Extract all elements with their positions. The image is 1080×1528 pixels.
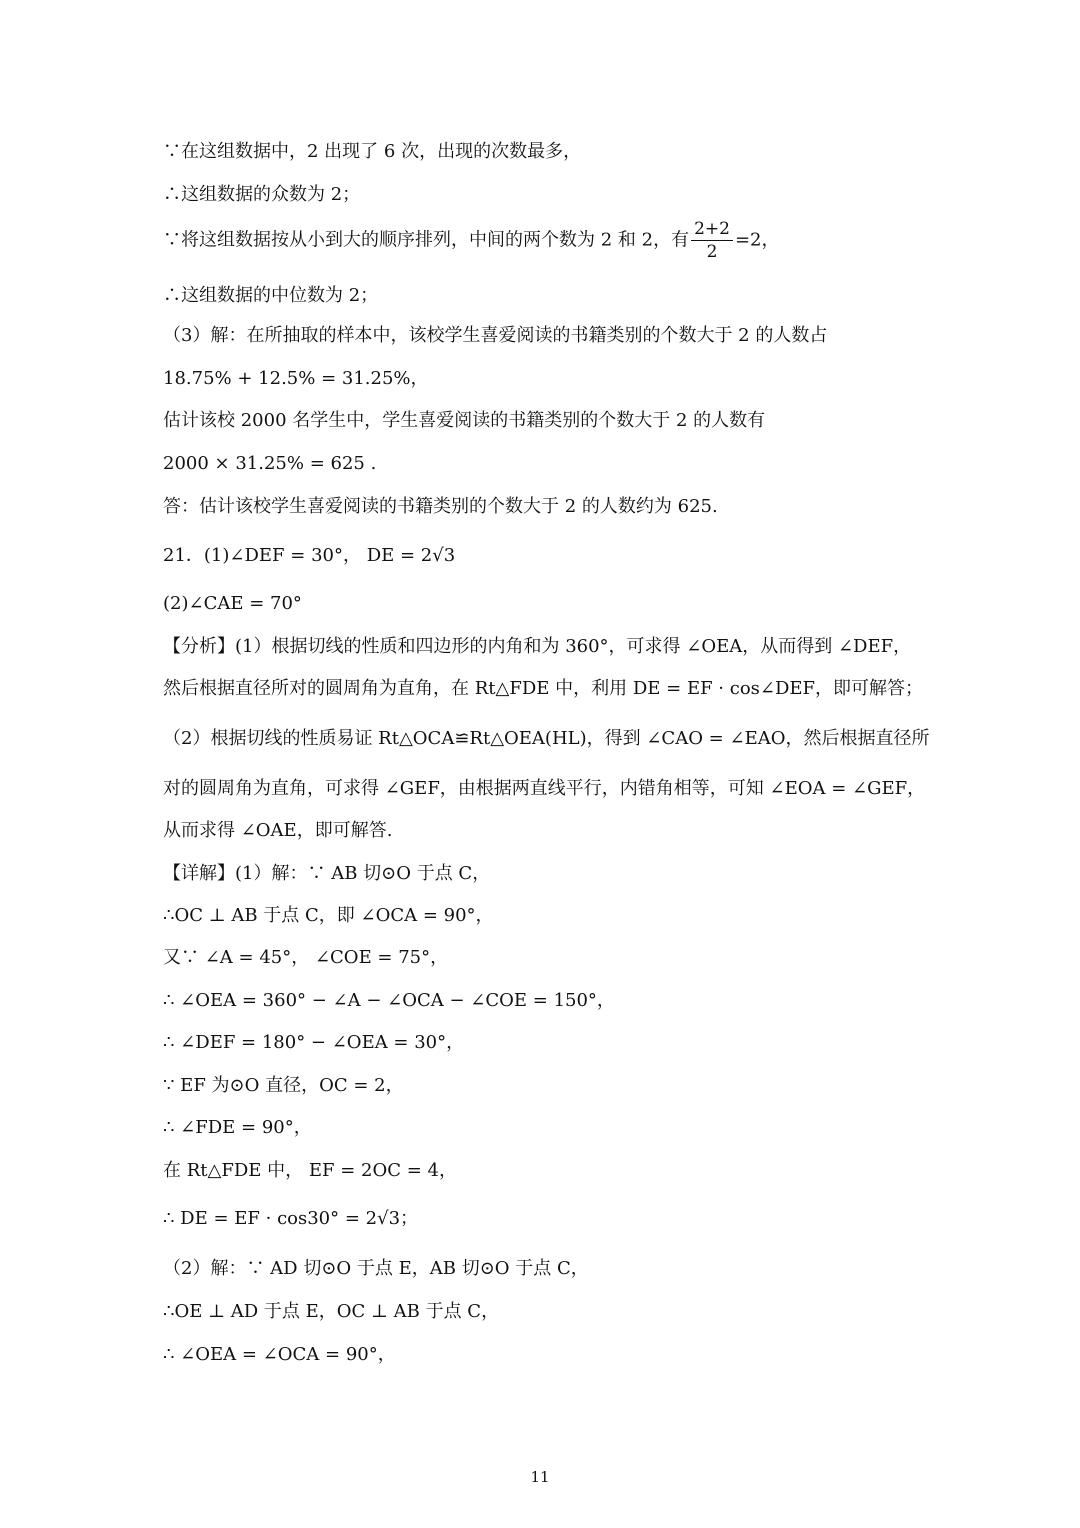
text-line: ∵ EF 为⊙O 直径，OC = 2， bbox=[163, 1075, 404, 1096]
fraction-denominator: 2 bbox=[706, 242, 718, 262]
text-line: 从而求得 ∠OAE，即可解答. bbox=[163, 820, 393, 841]
text-line: 对的圆周角为直角，可求得 ∠GEF，由根据两直线平行，内错角相等，可知 ∠EOA = ∠GEF， bbox=[163, 778, 926, 799]
text-line: ∴ DE = EF · cos30° = 2√3； bbox=[163, 1208, 419, 1229]
text-line: 18.75% + 12.5% = 31.25%， bbox=[163, 368, 429, 389]
text-line: （2）根据切线的性质易证 Rt△OCA≌Rt△OEA(HL)，得到 ∠CAO = ∠EAO，然后根据直径所 bbox=[163, 728, 930, 749]
text-line: 在 Rt△FDE 中， EF = 2OC = 4， bbox=[163, 1160, 457, 1181]
text-line: ∴ ∠DEF = 180° − ∠OEA = 30°， bbox=[163, 1032, 465, 1053]
fraction-numerator: 2+2 bbox=[691, 218, 733, 241]
answer-21-part2: (2)∠CAE = 70° bbox=[163, 593, 302, 614]
text-segment: =2， bbox=[734, 229, 780, 251]
text-line: （2）解：∵ AD 切⊙O 于点 E，AB 切⊙O 于点 C， bbox=[163, 1258, 589, 1279]
text-line: ∴ ∠OEA = ∠OCA = 90°， bbox=[163, 1344, 396, 1365]
text-line: ∴这组数据的中位数为 2； bbox=[163, 285, 379, 306]
text-line: 【详解】(1）解：∵ AB 切⊙O 于点 C， bbox=[163, 863, 491, 884]
text-line: 答：估计该校学生喜爱阅读的书籍类别的个数大于 2 的人数约为 625. bbox=[163, 496, 718, 517]
text-line: 又∵ ∠A = 45°， ∠COE = 75°， bbox=[163, 947, 449, 968]
text-line: ∴这组数据的众数为 2； bbox=[163, 184, 361, 205]
text-line-with-fraction bbox=[163, 218, 780, 263]
text-line: 【分析】(1）根据切线的性质和四边形的内角和为 360°，可求得 ∠OEA，从而得到 ∠DEF， bbox=[163, 636, 912, 657]
text-line: 估计该校 2000 名学生中，学生喜爱阅读的书籍类别的个数大于 2 的人数有 bbox=[163, 410, 766, 431]
text-line: 2000 × 31.25% = 625 . bbox=[163, 453, 377, 474]
answer-21-part1: 21．(1)∠DEF = 30°， DE = 2√3 bbox=[163, 545, 456, 566]
text-line: （3）解：在所抽取的样本中，该校学生喜爱阅读的书籍类别的个数大于 2 的人数占 bbox=[163, 325, 828, 346]
text-line: ∴OE ⊥ AD 于点 E，OC ⊥ AB 于点 C， bbox=[163, 1301, 500, 1322]
text-line: ∴ ∠FDE = 90°， bbox=[163, 1117, 312, 1138]
text-segment: ∵将这组数据按从小到大的顺序排列，中间的两个数为 2 和 2，有 bbox=[163, 229, 690, 251]
text-line: ∵在这组数据中，2 出现了 6 次，出现的次数最多， bbox=[163, 141, 582, 162]
text-line: ∴OC ⊥ AB 于点 C，即 ∠OCA = 90°， bbox=[163, 905, 494, 926]
text-line: 然后根据直径所对的圆周角为直角，在 Rt△FDE 中，利用 DE = EF · cos∠DEF，即可解答； bbox=[163, 678, 924, 699]
page-number: 11 bbox=[530, 1468, 550, 1486]
fraction bbox=[691, 218, 733, 263]
text-line: ∴ ∠OEA = 360° − ∠A − ∠OCA − ∠COE = 150°， bbox=[163, 990, 615, 1011]
